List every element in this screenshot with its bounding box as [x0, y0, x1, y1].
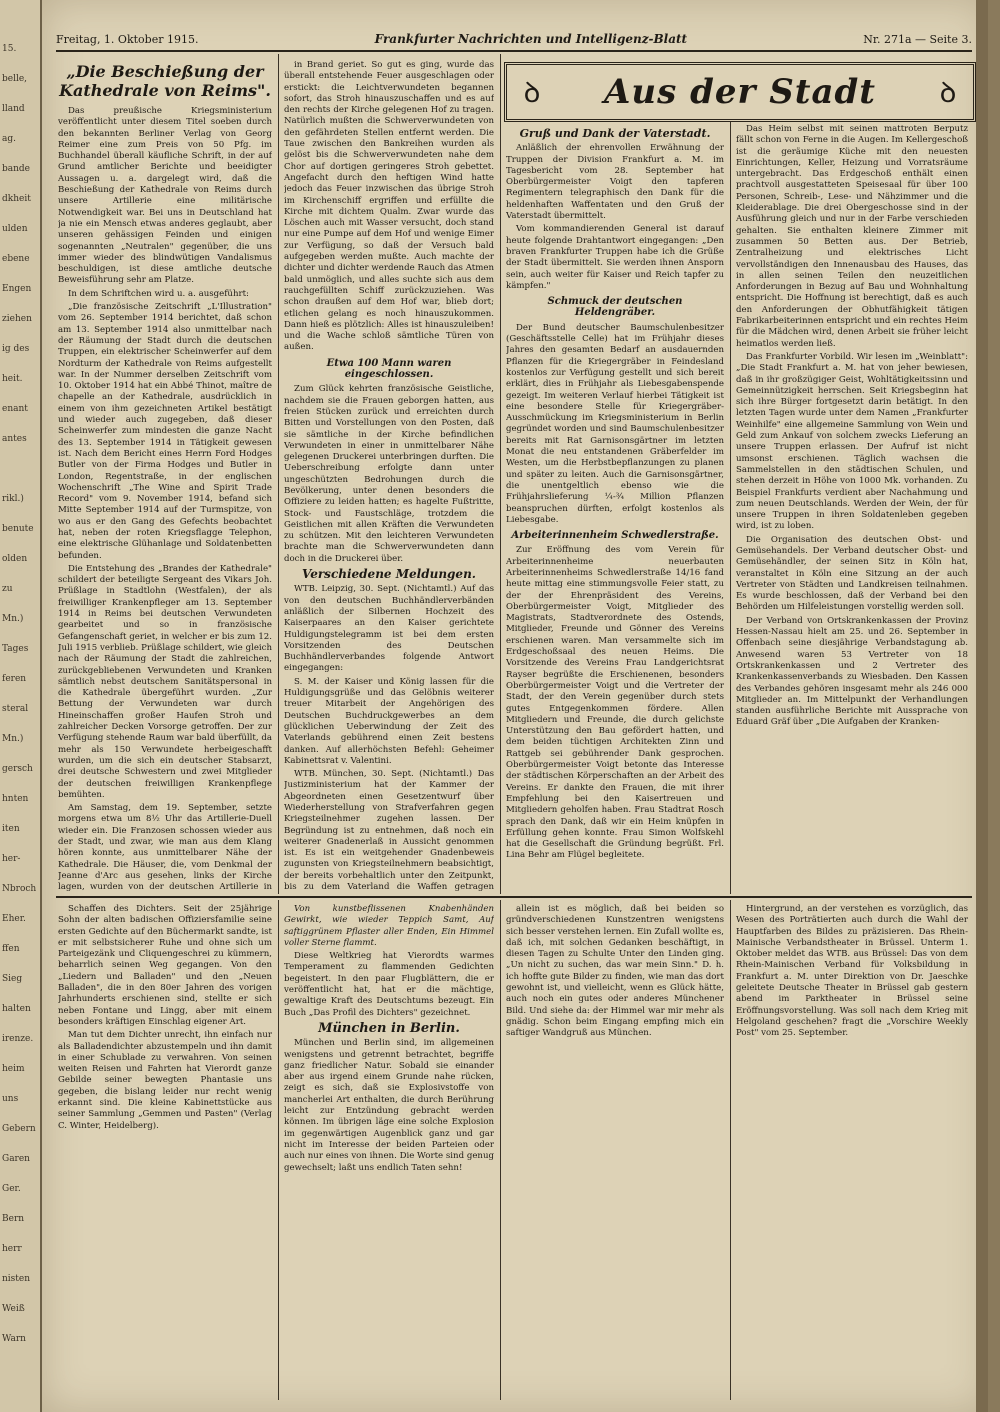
spine-text-fragment: heim [2, 1064, 25, 1074]
paragraph: München und Berlin sind, im allgemeinen wenigstens und getrennt betrachtet, begriffe ganz friedlicher Natur. Sobald sie einander aber aus irgend einem Grunde nahe rücken, zeigt es sich, daß sie Explosivstoffe von mancherlei Art enthalten, die durch Berührung leicht zur Entzündung gebracht werden können. Im übrigen läge eine solche Explosion im gegenwärtigen Augenblick ganz und gar nicht im Interesse der beiden Parteien oder auch nur eines von ihnen. Die Worte sind genug gewechselt; laßt uns endlich Taten sehn! [284, 1038, 494, 1173]
page-edge [976, 0, 988, 1412]
spine-text-fragment: olden [2, 554, 28, 564]
paragraph: Vom kommandierenden General ist darauf heute folgende Drahtantwort eingegangen: „Den braven Frankfurter Truppen habe ich die Grüße der Stadt übermittelt. Sie werden ihnen Ansporn sein, auch weiter für Kaiser und Reich tapfer zu kämpfen." [506, 224, 724, 291]
ornament-left-icon: ꝺ [523, 76, 541, 109]
spine-text-fragment: gersch [2, 764, 33, 774]
spine-text-fragment: belle, [2, 74, 28, 84]
column-rule [500, 900, 501, 1400]
spine-text-fragment: enant [2, 404, 28, 414]
paragraph: Das preußische Kriegsministerium veröffentlicht unter diesem Titel soeben durch den bekannten Berliner Verlag von Georg Reimer eine zum Preis von 50 Pfg. im Buchhandel überall käufliche Schrift, in der auf Grund amtlicher Berichte und beeidigter Aussagen u. a. dargelegt wird, daß die Beschießung der Kathedrale von Reims durch unsere Artillerie eine militärische Notwendigkeit war. Bei uns in Deutschland hat ja nie ein Mensch etwas anderes geglaubt, aber unseren gehässigen Feinden und einigen sogenannten „Neutralen" gegenüber, die uns immer wieder des blindwütigen Vandalismus beschuldigen, ist diese amtliche deutsche Beweisführung sehr am Platze. [58, 106, 272, 286]
subheading: Etwa 100 Mann waren eingeschlossen. [326, 357, 452, 381]
news-item: WTB. Leipzig, 30. Sept. (Nichtamtl.) Auf das von den deutschen Buchhändlerverbänden anläßlich der Silbernen Hochzeit des Kaiserpaares an den Kaiser gerichtete Huldigungstelegramm ist bei dem ersten Vorsitzenden des Deutschen Buchhändlerverbandes folgende Antwort eingegangen: [284, 584, 494, 674]
spine-text-fragment: Weiß [2, 1304, 25, 1314]
spine-text-fragment: Ger. [2, 1184, 21, 1194]
paragraph: Die Entstehung des „Brandes der Kathedrale" schildert der beteiligte Sergeant des Vikars Joh. Prüßlage in Stadtlohn (Westfalen), der als freiwilliger Krankenpfleger am 13. September 1914 in Reims bei deutschen Verwundeten gearbeitet und so in französische Gefangenschaft geriet, in welcher er bis zum 12. Juli 1915 verblieb. Prüßlage schildert, wie gleich nach der Räumung der Stadt die zahlreichen, zurückgebliebenen Verwundeten und Kranken sämtlich nebst deutschem Sanitätspersonal in die Kathedrale übergeführt wurden. „Zur Bettung der Verwundeten war durch Hineinschaffen großer Haufen Stroh und zahlreicher Decken Vorsorge getroffen. Der zur Verfügung stehende Raum war bald überfüllt, da mehr als 150 Verwundete herbeigeschafft wurden, um die sich ein deutscher Stabsarzt, drei deutsche Schwestern und zwei Mitglieder der deutschen freiwilligen Krankenpflege bemühten. [58, 563, 272, 800]
spine-text-fragment: steral [2, 704, 29, 714]
article-reims [58, 60, 272, 892]
paragraph: Die Organisation des deutschen Obst- und Gemüsehandels. Der Verband deutscher Obst- und Gemüsehändler, der seinen Sitz in Köln hat, veranstaltet in Köln eine Sitzung an der auch Vertreter von Städten und Landkreisen teilnahmen. Es wurde beschlossen, daß der Verband bei den Behörden um Hilfeleistungen vorstellig werden soll. [736, 534, 968, 613]
paragraph: Hintergrund, an der verstehen es vorzüglich, das Wesen des Porträtierten auch durch die Wahl der Hauptfarben des Bildes zu präzisieren. Das Rhein-Mainische Verbandstheater in Brüssel. Unterm 1. Oktober meldet das WTB. aus Brüssel: Das von dem Rhein-Mainischen Verband für Volksbildung in Frankfurt a. M. unter Direktion von Dr. Jaeschke geleitete Deutsche Theater in Brüssel gab gestern abend im Parktheater in Brüssel seine Eröffnungsvorstellung. Was soll nach dem Krieg mit Helgoland geschehen? fragt die „Vorschire Weekly Post" vom 25. September. [736, 904, 968, 1039]
spine-text-fragment: lland [2, 104, 25, 114]
paragraph: Zur Eröffnung des vom Verein für Arbeiterinnenheime neuerbauten Arbeiterinnenheims Schwedlerstraße 14/16 fand heute mittag eine stimmungsvolle Feier statt, zu der der Ehrenpräsident des Vereins, Oberbürgermeister Voigt, Mitglieder des Magistrats, Stadtverordnete des Ostends, Mitglieder, Freunde und Gönner des Vereins erschienen waren. Man versammelte sich im Erdgeschoßsaal des neuen Heims. Die Vorsitzende des Vereins Frau Landgerichtsrat Rayser begrüßte die Erschienenen, besonders Oberbürgermeister Voigt und die Vertreter der Stadt, der den Verein gegenüber durch stets gutes Entgegenkommen fördere. Allen Mitgliedern und Freunde, die durch gelichste Unterstützung den Bau gefördert hatten, und dem beiden tüchtigen Architekten Zinn und Rattgeb sei gebührender Dank gesprochen. Oberbürgermeister Voigt betonte das Interesse der städtischen Körperschaften an der Arbeit des Vereins. Er dankte den Frauen, die mit ihrer Empfehlung bei den Kaisertreuen und Mitgliedern geholfen haben. Frau Stadtrat Rosch sprach den Dank, daß wir ein Heim knüpfen in Erfüllung gehen konnte. Frau Simon Wolfskehl hat die Gesellschaft die Gründung begrüßt. Frl. Lina Behr am Flügel begleitete. [506, 545, 724, 861]
bottom-right-column [736, 904, 968, 1404]
section-divider [56, 896, 972, 898]
header-paper-name: Frankfurter Nachrichten und Intelligenz-Blatt [374, 32, 688, 46]
paragraph: allein ist es möglich, daß bei beiden so gründverschiedenen Kunstzentren wenigstens sich besser verstehen lernen. Ein Zufall wollte es, daß ich, mit solchen Gedanken beschäftigt, in diesen Tagen zu Schulte Unter den Linden ging. „Un nicht zu suchen, das war mein Sinn." D. h. ich hoffte gute Bilder zu finden, wie man das dort gewohnt ist, und vielleicht, wenn es Glück hätte, auch noch ein gutes oder anderes Münchener Bild. Und siehe da: der Himmel war mir mehr als gnädig. Schon beim Eingang empfing mich ein saftiger Wandgruß aus München. [506, 904, 724, 1039]
spine-text-fragment: ig des [2, 344, 30, 354]
paragraph: Diese Weltkrieg hat Vierordts warmes Temperament zu flammenden Gedichten begeistert. In den paar Flugblättern, die er veröffentlicht hat, hat er die mächtige, gewaltige Kraft des Deutschtums bezeugt. Ein Buch „Das Profil des Dichters" gezeichnet. [284, 951, 494, 1018]
paragraph: Am Samstag, dem 19. September, setzte morgens etwa um 8½ Uhr das Artillerie-Duell wieder ein. Die Franzosen schossen wieder aus der Stadt, und zwar, wie man aus dem Klang hören konnte, aus unmittelbarer Nähe der Kathedrale. Die Häuser, die, vom Denkmal der Jeanne d'Arc aus gesehen, links der Kirche lagen, wurden von der deutschen Artillerie in [58, 803, 272, 892]
feuilleton-continued [284, 904, 494, 1404]
spine-text-fragment: ziehen [2, 314, 32, 324]
news-item: S. M. der Kaiser und König lassen für die Huldigungsgrüße und das Gelöbnis weiterer treuer Mitarbeit der Angehörigen des Deutschen Buchdruckgewerbes an dem glücklichen Ueberwindung der Zeit des Vaterlands gebührend einen Zeit bestens danken. Auf allerhöchsten Befehl: Geheimer Kabinettsrat v. Valentini. [284, 676, 494, 766]
muenchen-berlin-continued [506, 904, 724, 1404]
spine-text-fragment: Eher. [2, 914, 26, 924]
page-header [56, 28, 972, 52]
newspaper-page [42, 0, 988, 1412]
section-banner [504, 62, 976, 122]
column-rule [730, 122, 731, 894]
column-rule [730, 900, 731, 1400]
spine-text-fragment: ag. [2, 134, 16, 144]
spine-text-fragment: halten [2, 1004, 31, 1014]
feuilleton-vierordt [58, 904, 272, 1404]
poem: Von kunstbeflissenen Knabenhänden Gewirkt, wie wieder Teppich Samt, Auf saftiggrünem Pflaster aller Enden, Ein Himmel voller Sterne flammt. [284, 904, 494, 948]
spine-text-fragment: Tages [2, 644, 29, 654]
paragraph: „Die französische Zeitschrift „L'Illustration" vom 26. September 1914 berichtet, daß schon am 13. September 1914 also unmittelbar nach der Räumung der Stadt durch die deutschen Truppen, ein elektrischer Scheinwerfer auf dem Nordturm der Kathedrale von Reims aufgestellt war. In der Nummer derselben Zeitschrift vom 10. Oktober 1914 hat ein Abbé Thinot, maître de chapelle an der Kathedrale, ausdrücklich in einem von ihm gezeichneten Artikel bestätigt und wieder auch zugegeben, daß dieser Scheinwerfer zum mindesten die ganze Nacht des 13. September 1914 in Tätigkeit gewesen ist. Nach dem Bericht eines Herrn Ford Hodges Butler von der Firma Hodges und Butler in London, Regentstraße, in der englischen Wochenschrift „The Wine and Spirit Trade Record" vom 9. November 1914, befand sich Mitte September 1914 auf der Turmspitze, von wo aus er den Gang des Gefechts beobachtet hat, neben der roten Kriegsflagge Telephon, eine elektrische Glühanlage und Soldatenbetten befunden. [58, 302, 272, 561]
spine-text-fragment: Gebern [2, 1124, 36, 1134]
article-reims-continued [284, 60, 494, 892]
paragraph: In dem Schriftchen wird u. a. ausgeführt: [68, 288, 249, 299]
column-rule [278, 54, 279, 894]
spine-text-fragment: ffen [2, 944, 20, 954]
spine-text-fragment: zu [2, 584, 13, 594]
spine-text-fragment: Sieg [2, 974, 23, 984]
paragraph: Zum Glück kehrten französische Geistliche, nachdem sie die Frauen geborgen hatten, aus freien Stücken zurück und erreichten durch Bitten und Vorstellungen von den Posten, daß sie sämtliche in der Kirche befindlichen Verwundeten in einer in unmittelbarer Nähe gelegenen Druckerei unterbringen durften. Die Ueberschreibung erfolgte dann unter ungeschützten Bedrohungen durch die Bevölkerung, unter denen besonders die Offiziere zu leiden hatten; es hagelte Fußtritte, Stock- und Faustschläge, trotzdem die Geistlichen mit allen Kräften die Verwundeten zu schützen. Mit den leichteren Verwundeten brachte man die Schwerverwundeten dann doch in die Druckerei über. [284, 384, 494, 564]
section-heading-meldungen: Verschiedene Meldungen. [302, 567, 476, 582]
spine-text-fragment: Garen [2, 1154, 30, 1164]
spine-text-fragment: Bern [2, 1214, 25, 1224]
header-page-number: Nr. 271a — Seite 3. [863, 32, 972, 46]
paragraph: Schaffen des Dichters. Seit der 25jährige Sohn der alten badischen Offiziersfamilie seine ersten Gedichte auf den Büchermarkt sandte, ist er mit selbstsicherer Ruhe und ohne sich um Parteigezänk und Cliquengeschrei zu kümmern, beharrlich seinen Weg gegangen. Von den „Liedern und Balladen" und den „Neuen Balladen", die in den 80er Jahren des vorigen Jahrhunderts erschienen sind, stellte er sich neben Fontane und Lingg, aber mit einem besonders kräftigen Einschlag eigener Art. [58, 904, 272, 1027]
paragraph: Der Bund deutscher Baumschulenbesitzer (Geschäftsstelle Celle) hat im Frühjahr dieses Jahres den gesamten Bedarf an ausdauernden Pflanzen für die Kriegergräber in Feindesland kostenlos zur Verfügung gestellt und sich bereit erklärt, dies in Frühjahr als Liebesgabenspende gezeigt. Im weiteren Verlauf hierbei Tätigkeit ist eine besondere Stelle für Kriegergräber-Ausschmückung im Kriegsministerium in Berlin gegründet worden und sind Baumschulenbesitzer bereits mit Rat Garnisonsgärtner im letzten Monat die neu entstandenen Gräberfelder im Westen, um die Herbstbepflanzungen zu planen und später zu leiten. Auch die Garnisonsgärtner, die unentgeltlich ebenso wie die Frühjahrslieferung ¼-¾ Million Pflanzen beanspruchen dürften, erfolgt kostenlos als Liebesgabe. [506, 322, 724, 525]
spine-text-fragment: Mn.) [2, 614, 24, 624]
spine-text-fragment: dkheit [2, 194, 31, 204]
section-title: Aus der Stadt [603, 72, 876, 112]
headline-heldengraeber: Schmuck der deutschen Heldengräber. [547, 296, 683, 319]
spine-text-fragment: ulden [2, 224, 28, 234]
spine-text-fragment: uns [2, 1094, 19, 1104]
spine-text-fragment: Mn.) [2, 734, 24, 744]
spine-text-fragment: benute [2, 524, 34, 534]
news-item: WTB. München, 30. Sept. (Nichtamtl.) Das Justizministerium hat der Kammer der Abgeordneten einen Gesetzentwurf über Wiederherstellung von Strafverfahren gegen Kriegsteilnehmer zugehen lassen. Der Begründung ist zu entnehmen, daß noch ein weiterer Gnadenerlaß in Aussicht genommen ist. Es ist ein weitgehender Gnadenbeweis zugunsten von Kriegsteilnehmern beabsichtigt, der bereits vorbehaltlich unter den Zeitpunkt, bis zu dem Vaterland die Waffen getragen [284, 769, 494, 892]
paragraph: Der Verband von Ortskrankenkassen der Provinz Hessen-Nassau hielt am 25. und 26. September in Offenbach seine diesjährige Verbandstagung ab. Anwesend waren 53 Vertreter von 18 Ortskrankenkassen und 2 Vertreter des Krankenkassenverbands zu Wiesbaden. Den Kassen des Verbandes gehören insgesamt mehr als 246 000 Mitglieder an. Im Mittelpunkt der Verhandlungen standen ausführliche Berichte mit Aussprache von Eduard Gräf über „Die Aufgaben der Kranken- [736, 615, 968, 728]
paragraph: in Brand geriet. So gut es ging, wurde das überall entstehende Feuer ausgeschlagen oder erstickt: die Leichtverwundeten begannen sofort, das Stroh hinauszuschaffen und es auf den rechts der Kirche gelegenen Hof zu tragen. Natürlich mußten die Schwerverwundeten von den gefährdeten Stellen entfernt werden. Die Taue zwischen den Bankreihen wurden als gelöst bis die Schwerverwundeten nahe dem Chor auf dortigen geringeres Stroh gebettet. Angefacht durch den heftigen Wind hatte jedoch das Feuer inzwischen das übrige Stroh im Kirchenschiff ergriffen und erfüllte die Kirche mit dichtem Qualm. Zwar wurde das Löschen auch mit Wasser versucht, doch stand nur eine Pumpe auf dem Hof und wenige Eimer zur Verfügung, so daß der Versuch bald aufgegeben werden mußte. Auch machte der dichter und dichter werdende Rauch das Atmen bald unmöglich, und alles suchte sich aus dem rauchgefüllten Schiff zurückzuziehen. Was schon draußen auf dem Hof war, blieb dort; etlichen gelang es noch hinauszukommen. Dann hieß es plötzlich: Alles ist hinauszuleiben! und die Wache schloß sämtliche Türen von außen. [284, 60, 494, 353]
spine-text-fragment: herr [2, 1244, 22, 1254]
spine-text-fragment: Warn [2, 1334, 26, 1344]
headline-arbeiterinnenheim: Arbeiterinnenheim Schwedlerstraße. [511, 530, 719, 542]
spine-text-fragment: ebene [2, 254, 30, 264]
spine-text-fragment: 15. [2, 44, 17, 54]
spine-text-fragment: bande [2, 164, 31, 174]
spine-text-fragment: heit. [2, 374, 23, 384]
adjacent-page-spine [0, 0, 42, 1412]
spine-text-fragment: Nbroch [2, 884, 37, 894]
header-date: Freitag, 1. Oktober 1915. [56, 32, 199, 46]
headline-gruss: Gruß und Dank der Vaterstadt. [519, 127, 711, 140]
headline-muenchen-berlin: München in Berlin. [318, 1020, 460, 1036]
ornament-right-icon: ꝺ [939, 76, 957, 109]
spine-text-fragment: nisten [2, 1274, 31, 1284]
article-title: „Die Beschießung der Kathedrale von Reims". [59, 62, 271, 100]
spine-text-fragment: her- [2, 854, 21, 864]
column-rule [500, 54, 501, 894]
paragraph: Anläßlich der ehrenvollen Erwähnung der Truppen der Division Frankfurt a. M. im Tagesbericht vom 28. September hat Oberbürgermeister Voigt den tapferen Regimentern telegraphisch den Dank für die heldenhaften Waffentaten und den Gruß der Vaterstadt übermittelt. [506, 143, 724, 222]
spine-text-fragment: rikl.) [2, 494, 24, 504]
spine-text-fragment: Engen [2, 284, 32, 294]
spine-text-fragment: antes [2, 434, 27, 444]
local-news-column [506, 124, 724, 892]
paragraph: Das Frankfurter Vorbild. Wir lesen im „Weinblatt": „Die Stadt Frankfurt a. M. hat von jeher bewiesen, daß in ihr großzügiger Geist, Wohltätigkeitssinn und Gemeinnützigkeit herrschen. Seit Kriegsbeginn hat sich ihre Bürger fortgesetzt darin betätigt. In den letzten Tagen wurde unter dem Namen „Frankfurter Weinhilfe" eine allgemeine Sammlung von Wein und Geld zum Ankauf von solchem zwecks Lieferung an unsere Truppen erlassen. Der Aufruf ist nicht umsonst erschienen. Täglich wachsen die Sammelstellen in den städtischen Schulen, und stehen derzeit in Höhe von 1000 Mk. vorhanden. Zu Beispiel Frankfurts verdient aber Nachahmung und zum neuen Deutschlands. Werden der Wein, der für unsere Truppen in ihren Soldatenleben gegeben wird, ist zu loben. [736, 351, 968, 532]
paragraph: Man tut dem Dichter unrecht, ihn einfach nur als Balladendichter abzustempeln und ihn damit in einer Schublade zu verwahren. Von seinen weiten Reisen und Fahrten hat Vierordt ganze Gebilde seiner bewegten Phantasie uns gegeben, die bislang leider nur recht wenig erkannt sind. Die kleine Kabinettstücke aus seiner Sammlung „Gemmen und Pasten" (Verlag C. Winter, Heidelberg). [58, 1030, 272, 1131]
spine-text-fragment: iten [2, 824, 20, 834]
spine-text-fragment: irenze. [2, 1034, 34, 1044]
spine-text-fragment: hnten [2, 794, 29, 804]
local-news-column-right [736, 124, 968, 892]
column-rule [278, 900, 279, 1400]
paragraph: Das Heim selbst mit seinen mattroten Berputz fällt schon von Ferne in die Augen. Im Kellergeschoß ist die geräumige Küche mit den neuesten Einrichtungen, Keller, Heizung und Vorratsräume untergebracht. Das Erdgeschoß enthält einen prachtvoll ausgestatteten Speisesaal für über 100 Personen, Schreib-, Lese- und Nähzimmer und die Kleiderablage. Die drei Obergeschosse sind in der Ausführung gleich und nur in der Farbe verschieden gehalten. Sie enthalten kleinere Zimmer mit zusammen 50 Betten aus. Der Betrieb, Zentralheizung und elektrisches Licht vervollständigen den Innenausbau des Hauses, das in allen seinen Teilen den neuzeitlichen Anforderungen in Bezug auf Bau und Wohnhaltung entspricht. Die Hoffnung ist berechtigt, daß es auch den Anforderungen der Obhutfähigkeit tätigen Fabrikarbeiterinnen entspricht und ein rechtes Heim für die Mädchen wird, denen Arbeit sie früher leicht heimatlos werden ließ. [736, 124, 968, 349]
spine-text-fragment: feren [2, 674, 27, 684]
